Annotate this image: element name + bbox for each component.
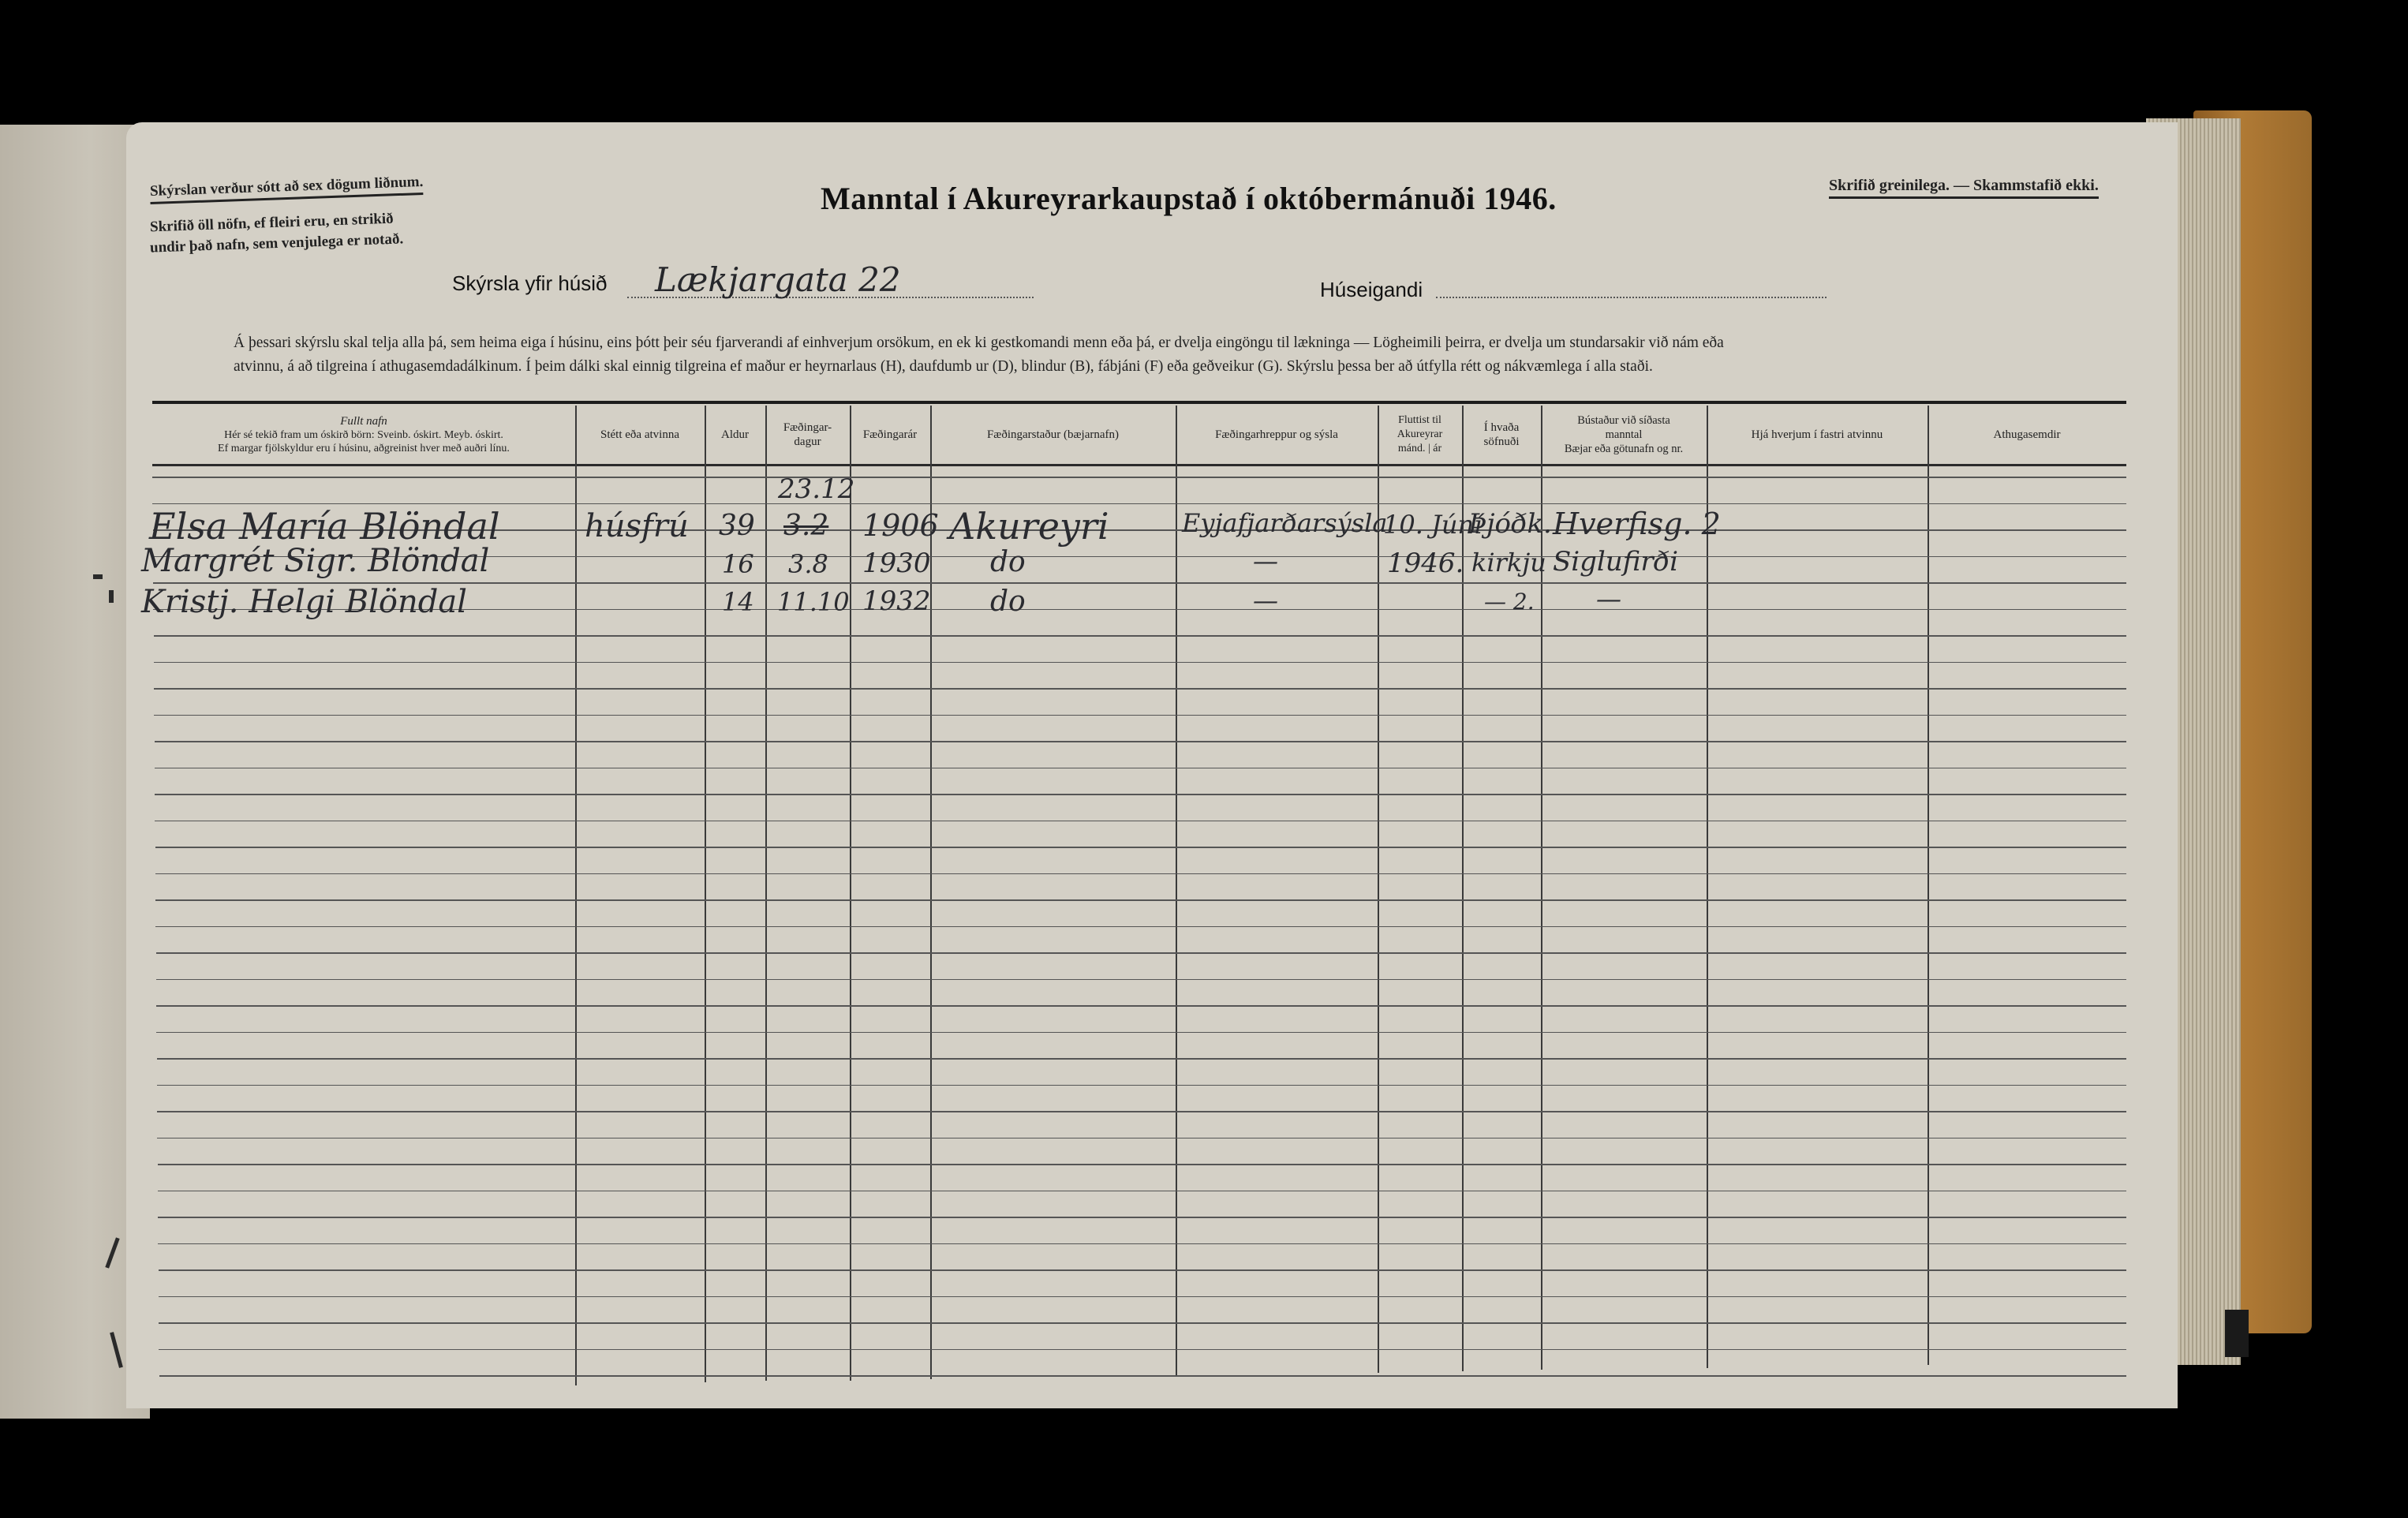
ruled-line: [157, 1138, 2126, 1139]
header-congregation-l2: söfnuði: [1483, 436, 1520, 448]
ruled-line: [157, 1085, 2126, 1086]
row1-moved-month: 10. Júní: [1383, 510, 1483, 540]
header-remarks: Athugasemdir: [1993, 428, 2061, 441]
row2-day: 3.8: [788, 549, 828, 579]
deadline-note: Skýrslan verður sótt að sex dögum liðnum.: [150, 172, 424, 204]
header-moved-l1: Fluttist til: [1398, 414, 1441, 426]
header-birth-year: Fæðingarár: [862, 428, 918, 441]
column-divider: [850, 406, 851, 1381]
header-birth-parish: Fæðingarhreppur og sýsla: [1215, 428, 1338, 441]
ink-mark: [110, 1332, 123, 1368]
row1-parish: Eyjafjarðarsýsla: [1182, 508, 1388, 538]
row1-congregation: Þjóðk.: [1468, 508, 1552, 540]
ruled-line: [159, 1322, 2126, 1324]
row2-name: Margrét Sigr. Blöndal: [141, 543, 490, 579]
owner-label: Húseigandi: [1320, 278, 1423, 301]
header-employer: Hjá hverjum í fastri atvinnu: [1751, 428, 1883, 441]
row2-congregation: kirkju: [1471, 548, 1546, 578]
header-birth-day-l1: Fæðingar-: [783, 421, 832, 434]
header-age: Aldur: [721, 428, 749, 441]
ruled-line: [155, 741, 2127, 742]
header-prev-address-l1: Bústaður við síðasta: [1577, 414, 1670, 427]
owner-line: [1436, 297, 1827, 298]
header-congregation-l1: Í hvaða: [1483, 421, 1520, 434]
ruled-line: [155, 899, 2126, 901]
address-label: Skýrsla yfir húsið: [452, 271, 608, 295]
column-divider: [1378, 406, 1379, 1373]
ruled-line: [156, 979, 2126, 981]
ruled-line: [152, 477, 2126, 478]
row1-occupation: húsfrú: [585, 508, 689, 544]
ruled-line: [154, 662, 2126, 664]
header-birth-day-l2: dagur: [794, 436, 821, 448]
ruled-line: [159, 1269, 2127, 1271]
header-prev-address-l2: manntal: [1605, 428, 1643, 441]
row3-prev-address: —: [1596, 584, 1621, 614]
row3-day: 11.10: [777, 587, 850, 617]
ruled-line: [158, 1164, 2127, 1165]
header-full-name: [152, 409, 575, 461]
header-full-name-note1: Hér sé tekið fram um óskirð börn: Sveinb. óskirt. Meyb. óskirt.: [224, 428, 503, 441]
ink-mark: [93, 574, 103, 579]
row3-congregation: — 2.: [1484, 589, 1535, 615]
header-full-name-title: Fullt nafn: [340, 414, 387, 428]
instructions: [234, 331, 2048, 379]
table-top-rule: [152, 401, 2126, 404]
row1-day-corrected: 23.12: [778, 473, 855, 505]
ruled-line: [154, 635, 2127, 637]
ruled-line: [157, 1111, 2126, 1112]
row2-age: 16: [722, 549, 754, 579]
column-divider: [1707, 406, 1708, 1368]
page-title: Manntal í Akureyrarkaupstað í októbermánuði 1946.: [821, 181, 1557, 216]
ruled-line: [158, 1243, 2126, 1245]
ruled-line: [155, 873, 2126, 875]
row2-parish: —: [1253, 546, 1278, 576]
row2-prev-address: Siglufirði: [1553, 546, 1678, 578]
column-divider: [1176, 406, 1177, 1376]
header-occupation: Stétt eða atvinna: [600, 428, 679, 441]
row1-day-struck: 3.2: [783, 510, 829, 542]
census-table: [141, 401, 2126, 1387]
header-bottom-rule: [152, 464, 2126, 466]
instructions-line2: atvinnu, á að tilgreina í athugasemdadálkinum. Í þeim dálki skal einnig tilgreina ef maður er heyrnarlaus (H), daufdumb ur (D), blindur (B), fábjáni (F) eða geðveikur (G). Skýrslu þessa ber að útfylla rétt og nákvæmlega í alla staði.: [234, 358, 1653, 375]
column-divider: [705, 406, 706, 1382]
row2-year: 1930: [862, 548, 931, 579]
names-note-line1: Skrifið öll nöfn, ef fleiri eru, en strikið: [149, 210, 394, 236]
row1-year: 1906: [862, 508, 939, 543]
row1-age: 39: [719, 510, 755, 542]
row3-name: Kristj. Helgi Blöndal: [141, 584, 467, 620]
ruled-line: [154, 688, 2126, 690]
row3-parish: —: [1253, 585, 1278, 615]
ruled-line: [158, 1217, 2126, 1218]
ruled-line: [156, 1032, 2126, 1034]
ruled-line: [159, 1296, 2126, 1298]
instructions-line1: Á þessari skýrslu skal telja alla þá, sem heima eiga í húsinu, eins þótt þeir séu fjarverandi af einhverjum orsökum, en ek ki gestkomandi menn eða þá, er dvelja eingöngu til lækninga — Lögheimili þeirra, er dvelja um stundarsakir við nám eða: [234, 335, 1724, 351]
column-divider: [575, 406, 577, 1385]
row1-birthplace: Akureyri: [949, 505, 1109, 548]
row1-prev-address: Hverfisg. 2: [1553, 507, 1721, 541]
ruled-line: [156, 1005, 2126, 1007]
ruled-line: [152, 503, 2126, 505]
names-note-line2: undir það nafn, sem venjulega er notað.: [149, 230, 404, 256]
header-prev-address-l3: Bæjar eða götunafn og nr.: [1564, 443, 1684, 455]
column-divider: [1928, 406, 1929, 1365]
header-prev-address: [1541, 409, 1707, 461]
header-birth-day: [765, 409, 850, 461]
row2-birthplace: do: [990, 546, 1026, 578]
ruled-line: [155, 768, 2126, 769]
header-congregation: [1462, 409, 1541, 461]
row1-name: Elsa María Blöndal: [149, 505, 500, 548]
ruled-line: [154, 715, 2126, 716]
row2-moved-year: 1946.: [1387, 548, 1464, 579]
ruled-line: [155, 926, 2126, 928]
row3-year: 1932: [862, 585, 931, 617]
row3-age: 14: [722, 587, 754, 617]
column-divider: [765, 406, 767, 1381]
ruled-line: [159, 1375, 2127, 1377]
ruled-line: [157, 1058, 2127, 1060]
ruled-line: [159, 1349, 2126, 1351]
ruled-line: [155, 847, 2127, 848]
write-clearly-note: Skrifið greinilega. — Skammstafið ekki.: [1829, 177, 2099, 199]
ruled-line: [158, 1191, 2126, 1192]
ruled-line: [155, 794, 2126, 795]
address-value: Lækjargata 22: [655, 260, 901, 299]
header-moved-to: [1378, 409, 1462, 461]
header-moved-l3: mánd. | ár: [1397, 443, 1442, 454]
header-full-name-note2: Ef margar fjölskyldur eru í húsinu, aðgreinist hver með auðri línu.: [218, 442, 510, 454]
cover-shadow: [2225, 1310, 2249, 1357]
ink-mark: [105, 1237, 119, 1268]
ruled-line: [155, 821, 2126, 822]
row3-birthplace: do: [990, 585, 1026, 618]
header-birthplace: Fæðingarstaður (bæjarnafn): [986, 428, 1120, 441]
ruled-line: [156, 952, 2127, 954]
header-moved-l2: Akureyrar: [1397, 428, 1443, 440]
ink-mark: [109, 590, 114, 603]
